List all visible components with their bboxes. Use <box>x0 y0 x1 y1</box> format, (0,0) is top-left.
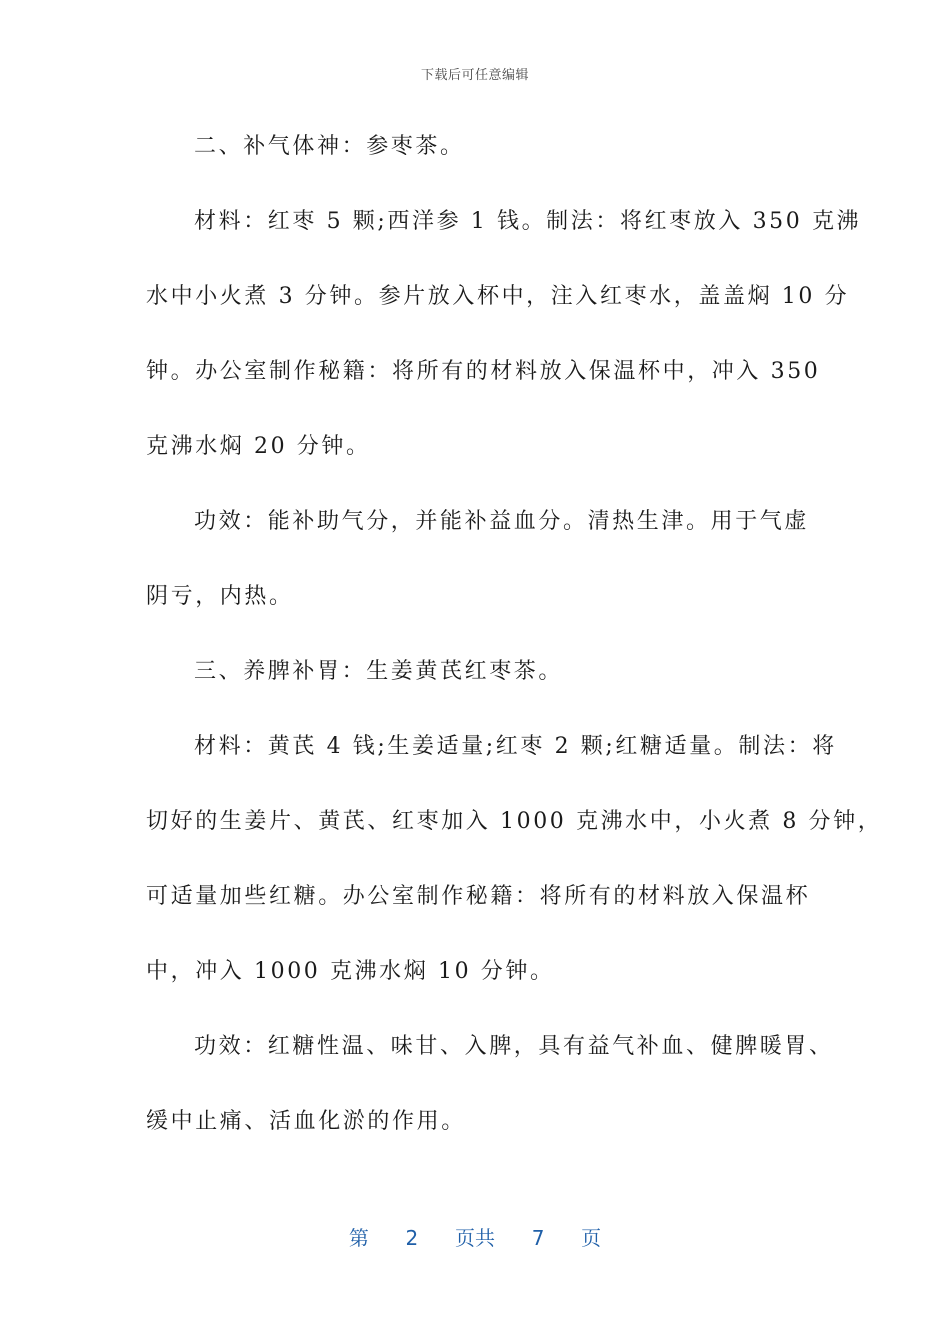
page-header: 下载后可任意编辑 <box>420 68 529 83</box>
text-line: 切好的生姜片、黄芪、红枣加入 1000 克沸水中，小火煮 8 分钟， <box>146 809 883 834</box>
text-line: 材料：红枣 5 颗;西洋参 1 钱。制法：将红枣放入 350 克沸 <box>194 209 862 234</box>
footer-label-of: 页共 <box>455 1226 495 1250</box>
footer-label-end: 页 <box>581 1226 602 1250</box>
footer-current-page: 2 <box>405 1226 419 1250</box>
text-line: 克沸水焖 20 分钟。 <box>146 434 371 459</box>
text-line: 中，冲入 1000 克沸水焖 10 分钟。 <box>146 959 555 984</box>
text-line: 阴亏，内热。 <box>146 584 294 609</box>
text-line: 钟。办公室制作秘籍：将所有的材料放入保温杯中，冲入 350 <box>146 359 821 384</box>
text-line: 缓中止痛、活血化淤的作用。 <box>146 1109 466 1134</box>
text-line: 可适量加些红糖。办公室制作秘籍：将所有的材料放入保温杯 <box>146 884 811 909</box>
page-footer <box>0 1222 950 1251</box>
text-line: 材料：黄芪 4 钱;生姜适量;红枣 2 颗;红糖适量。制法：将 <box>194 734 837 759</box>
text-line: 功效：红糖性温、味甘、入脾，具有益气补血、健脾暖胃、 <box>194 1034 834 1059</box>
text-line: 二、补气体神：参枣茶。 <box>194 134 465 159</box>
text-line: 水中小火煮 3 分钟。参片放入杯中，注入红枣水，盖盖焖 10 分 <box>146 284 850 309</box>
footer-total-pages: 7 <box>531 1226 545 1250</box>
text-line: 三、养脾补胃：生姜黄芪红枣茶。 <box>194 659 564 684</box>
footer-label-page: 第 <box>348 1226 369 1250</box>
document-body <box>146 113 883 1163</box>
text-line: 功效：能补助气分，并能补益血分。清热生津。用于气虚 <box>194 509 810 534</box>
